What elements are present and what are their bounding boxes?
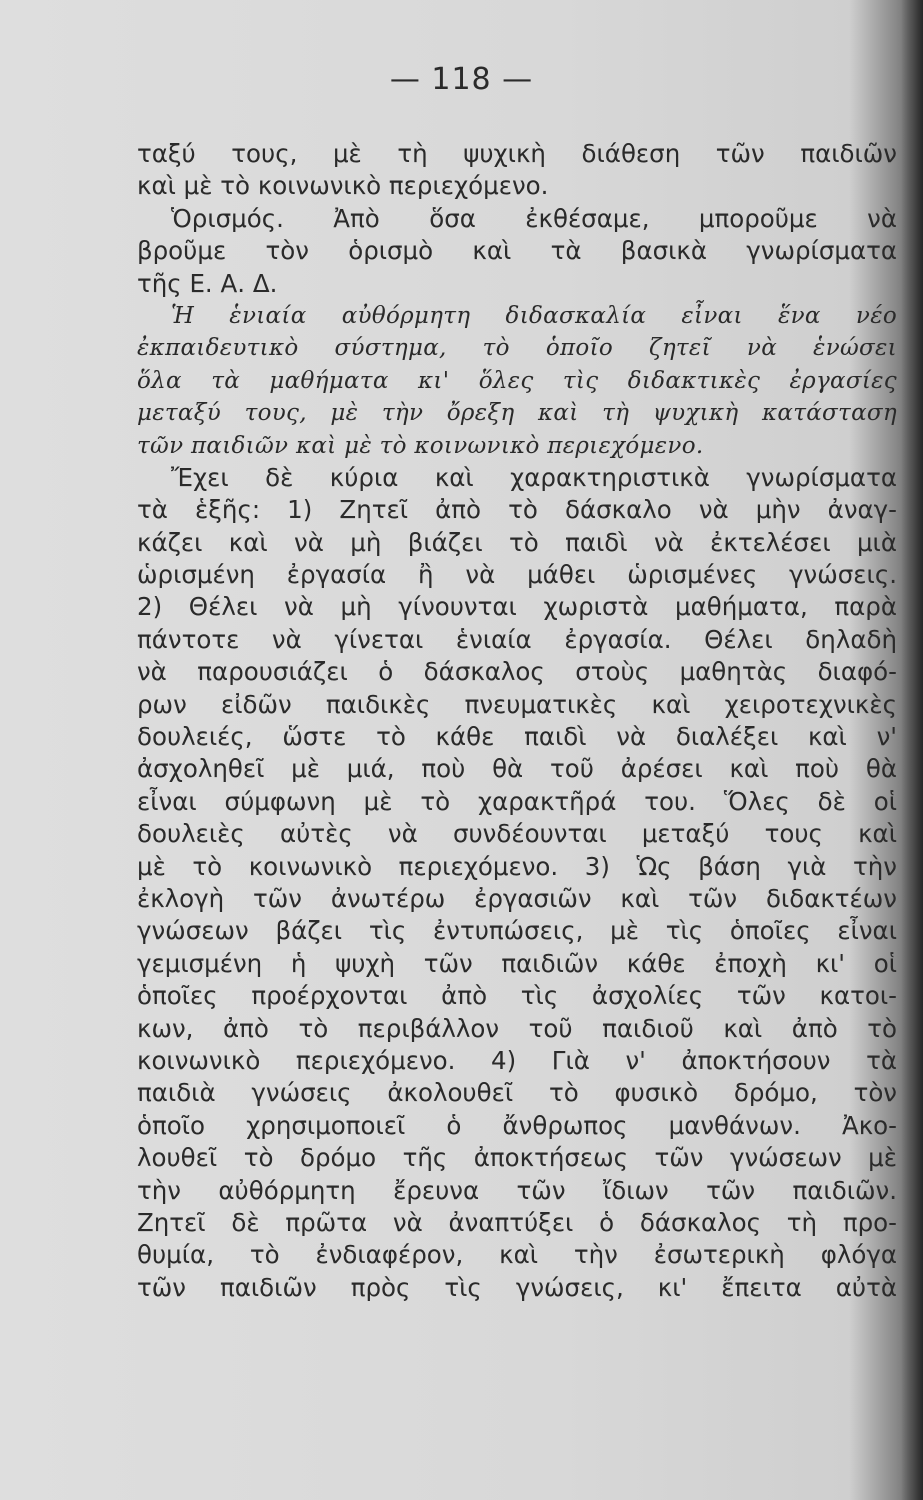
page-number: — 118 —	[389, 62, 534, 97]
text-line: δουλειὲς αὐτὲς νὰ συνδέουνται μεταξύ τους καὶ	[137, 819, 897, 849]
text-line: κάζει καὶ νὰ μὴ βιάζει τὸ παιδὶ νὰ ἐκτελέσει μιὰ	[137, 527, 897, 557]
body-text	[137, 138, 897, 1304]
text-line: κοινωνικὸ περιεχόμενο. 4) Γιὰ ν' ἀποκτήσουν τὰ	[137, 1045, 897, 1075]
text-line: ὁποῖο χρησιμοποιεῖ ὁ ἄνθρωπος μανθάνων. Ἀκο-	[137, 1110, 897, 1140]
text-line: ἐκλογὴ τῶν ἀνωτέρω ἐργασιῶν καὶ τῶν διδακτέων	[137, 883, 897, 913]
text-line: ἀσχοληθεῖ μὲ μιά, ποὺ θὰ τοῦ ἀρέσει καὶ ποὺ θὰ	[137, 754, 897, 784]
text-line: τῶν παιδιῶν καὶ μὲ τὸ κοινωνικὸ περιεχόμενο.	[137, 432, 704, 459]
text-line: νὰ παρουσιάζει ὁ δάσκαλος στοὺς μαθητὰς διαφό-	[137, 657, 897, 687]
text-line: πάντοτε νὰ γίνεται ἑνιαία ἐργασία. Θέλει δηλαδὴ	[137, 624, 897, 654]
text-line: μὲ τὸ κοινωνικὸ περιεχόμενο. 3) Ὡς βάση γιὰ τὴν	[137, 851, 897, 881]
text-line: ἐκπαιδευτικὸ σύστημα, τὸ ὁποῖο ζητεῖ νὰ ἑνώσει	[137, 335, 897, 362]
text-line: κων, ἀπὸ τὸ περιβάλλον τοῦ παιδιοῦ καὶ ἀπὸ τὸ	[137, 1013, 897, 1043]
text-line: τῶν παιδιῶν πρὸς τὶς γνώσεις, κι' ἔπειτα αὐτὰ	[137, 1272, 897, 1302]
text-line: ταξύ τους, μὲ τὴ ψυχικὴ διάθεση τῶν παιδιῶν	[137, 139, 897, 168]
text-line: λουθεῖ τὸ δρόμο τῆς ἀποκτήσεως τῶν γνώσεων μὲ	[137, 1143, 897, 1173]
text-line: ρων εἰδῶν παιδικὲς πνευματικὲς καὶ χειροτεχνικὲς	[137, 689, 897, 719]
text-line: γεμισμένη ἡ ψυχὴ τῶν παιδιῶν κάθε ἐποχὴ κι' οἱ	[137, 948, 897, 978]
text-line: Ἡ ἑνιαία αὐθόρμητη διδασκαλία εἶναι ἕνα νέο	[171, 302, 897, 329]
text-line: ὅλα τὰ μαθήματα κι' ὅλες τὶς διδακτικὲς ἐργασίες	[137, 367, 897, 394]
text-line: Ζητεῖ δὲ πρῶτα νὰ ἀναπτύξει ὁ δάσκαλος τὴ προ-	[137, 1207, 897, 1237]
text-line: τῆς Ε. Α. Δ.	[137, 268, 278, 298]
text-line: τὴν αὐθόρμητη ἔρευνα τῶν ἴδιων τῶν παιδιῶν.	[137, 1175, 897, 1205]
text-line: βροῦμε τὸν ὁρισμὸ καὶ τὰ βασικὰ γνωρίσματα	[137, 236, 897, 266]
text-line: εἶναι σύμφωνη μὲ τὸ χαρακτῆρά του. Ὅλες δὲ οἱ	[137, 786, 897, 816]
text-line: Ὁρισμός. Ἀπὸ ὅσα ἐκθέσαμε, μποροῦμε νὰ	[171, 203, 897, 233]
text-line: Ἔχει δὲ κύρια καὶ χαρακτηριστικὰ γνωρίσματα	[171, 462, 897, 492]
page-edge-shadow	[901, 0, 923, 1500]
text-line: 2) Θέλει νὰ μὴ γίνουνται χωριστὰ μαθήματα, παρὰ	[137, 592, 897, 622]
text-line: θυμία, τὸ ἐνδιαφέρον, καὶ τὴν ἐσωτερικὴ φλόγα	[137, 1240, 897, 1270]
text-line: καὶ μὲ τὸ κοινωνικὸ περιεχόμενο.	[137, 171, 549, 201]
text-line: ὡρισμένη ἐργασία ἢ νὰ μάθει ὡρισμένες γνώσεις.	[137, 560, 897, 590]
text-line: μεταξύ τους, μὲ τὴν ὄρεξη καὶ τὴ ψυχικὴ κατάσταση	[137, 400, 897, 427]
text-line: γνώσεων βάζει τὶς ἐντυπώσεις, μὲ τὶς ὁποῖες εἶναι	[137, 916, 897, 946]
text-line: ὁποῖες προέρχονται ἀπὸ τὶς ἀσχολίες τῶν κατοι-	[137, 981, 897, 1011]
text-line: δουλειές, ὥστε τὸ κάθε παιδὶ νὰ διαλέξει καὶ ν'	[137, 722, 897, 752]
text-line: παιδιὰ γνώσεις ἀκολουθεῖ τὸ φυσικὸ δρόμο, τὸν	[137, 1078, 897, 1108]
text-line: τὰ ἑξῆς: 1) Ζητεῖ ἀπὸ τὸ δάσκαλο νὰ μὴν ἀναγ-	[137, 495, 897, 525]
